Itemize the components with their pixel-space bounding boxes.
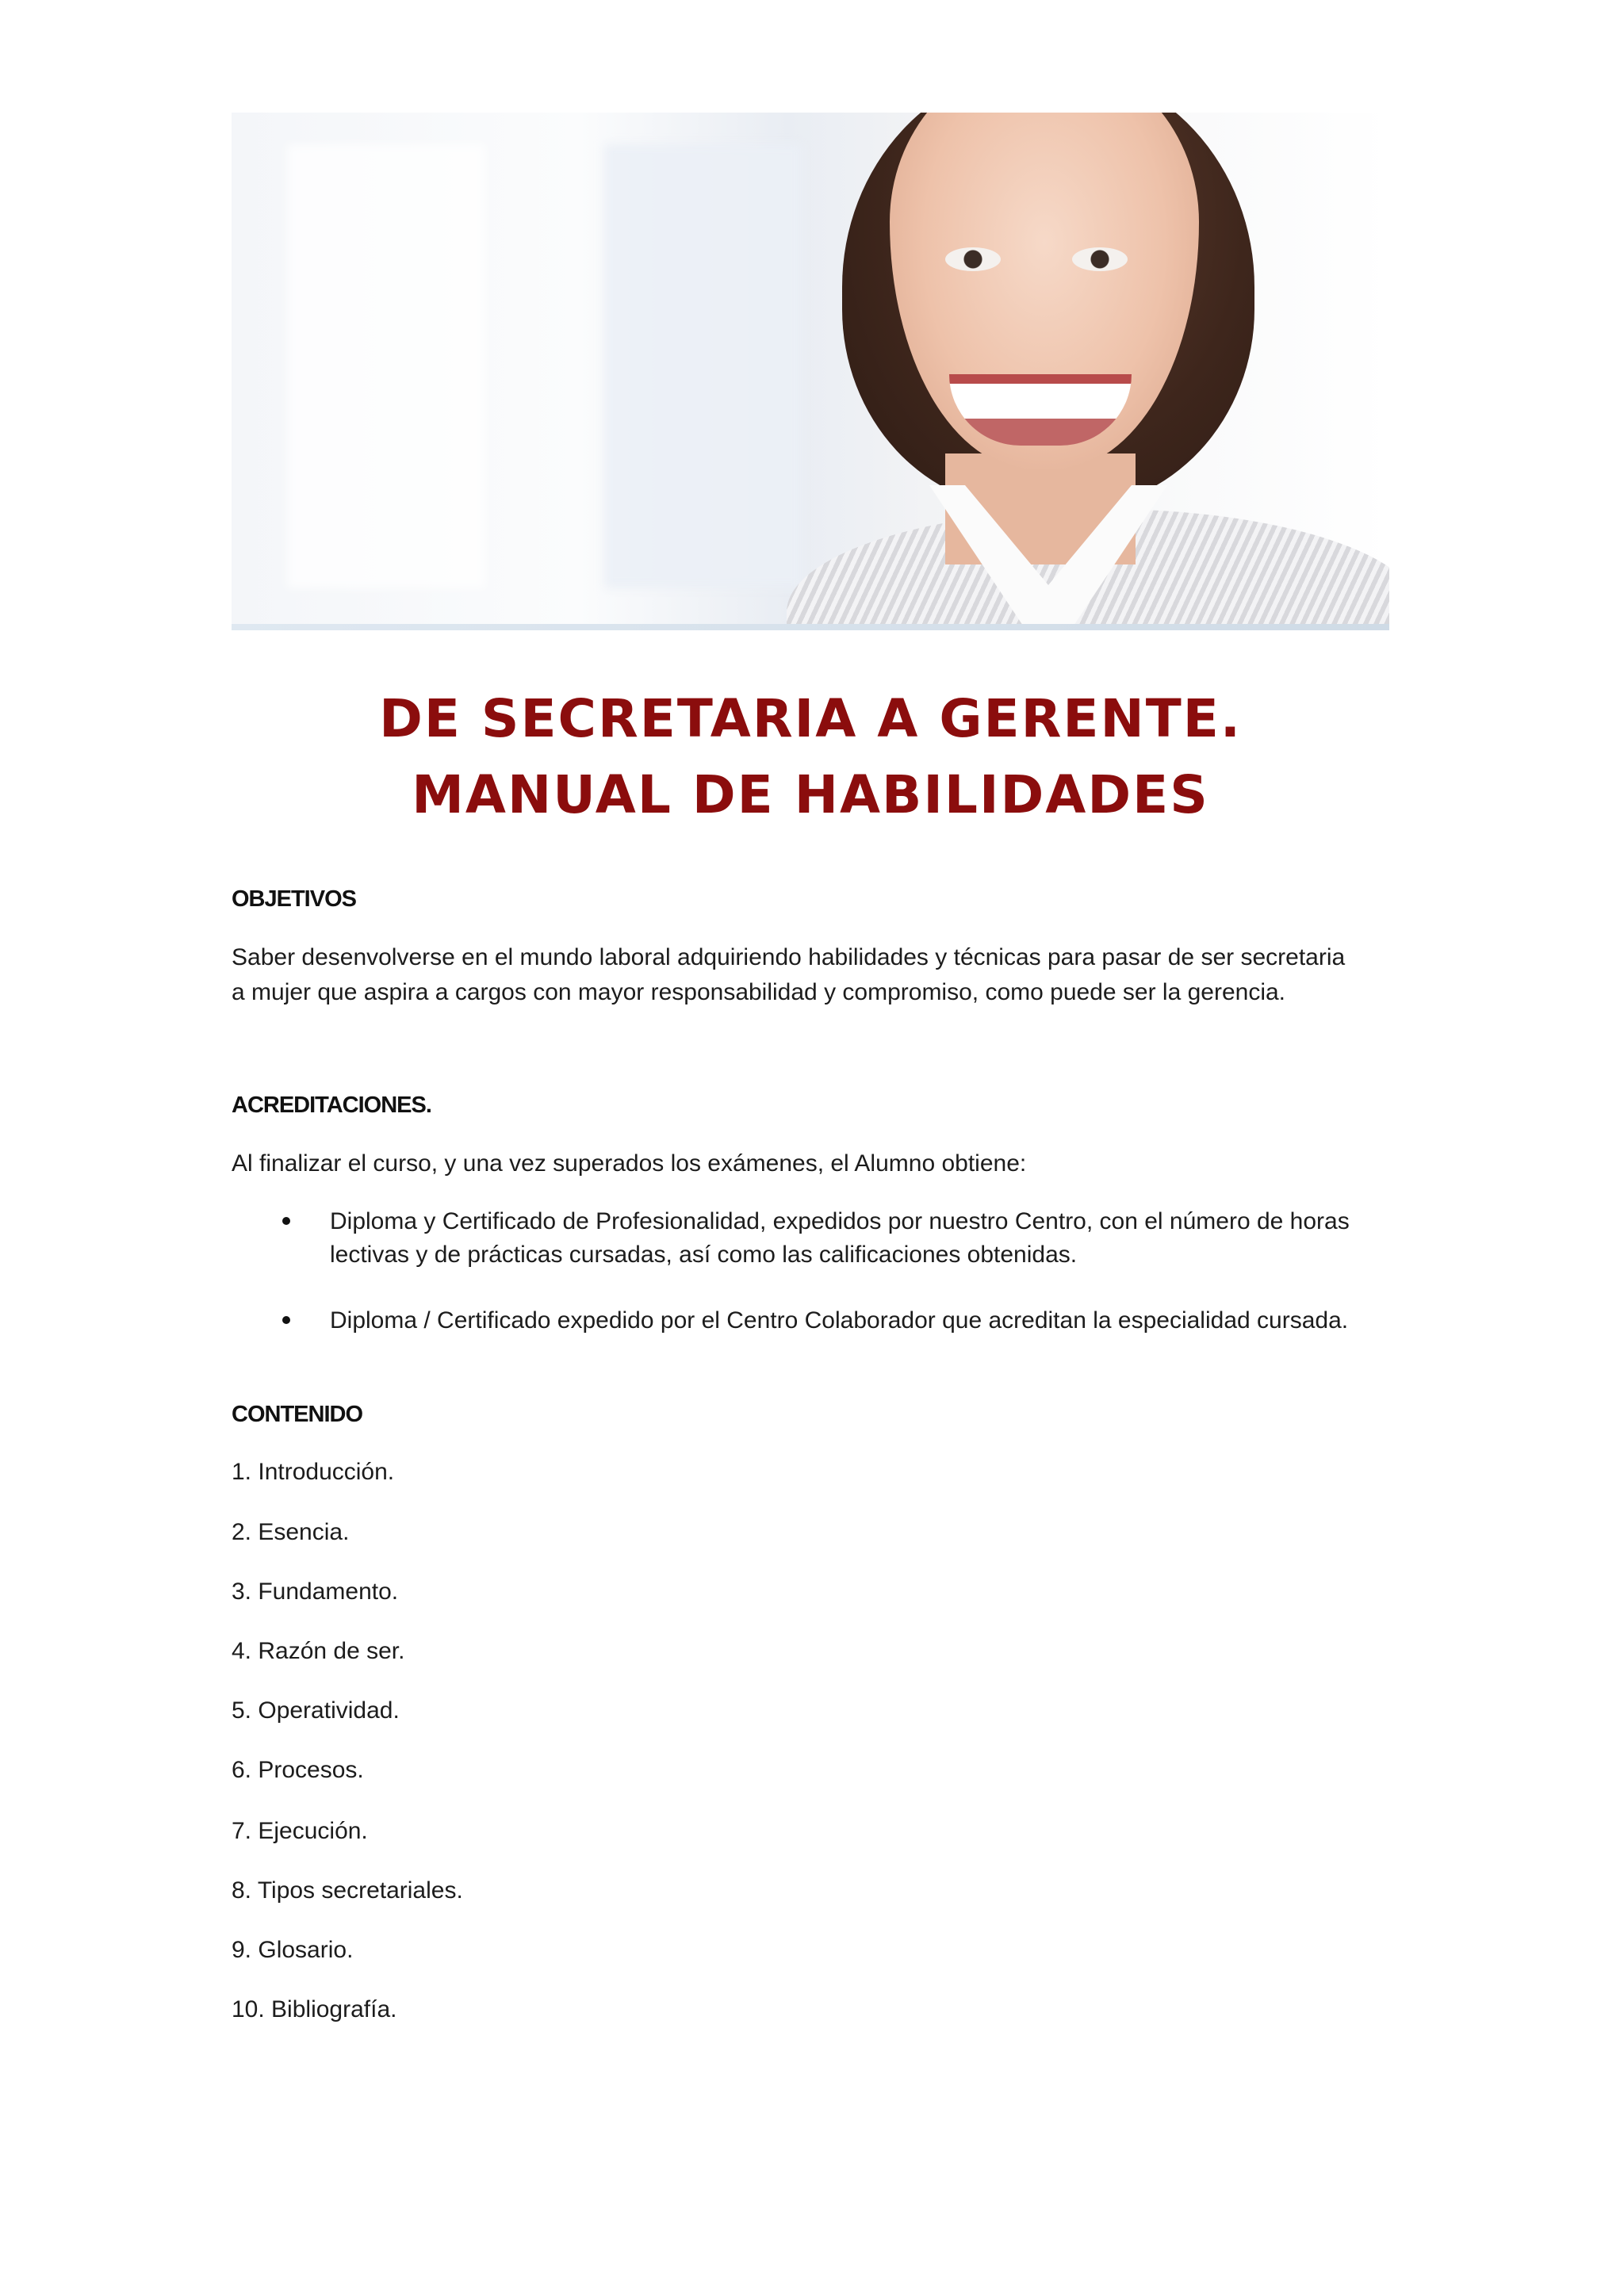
photo-bottom-edge bbox=[232, 624, 1389, 630]
document-title-line-1: DE SECRETARIA A GERENTE. bbox=[379, 688, 1242, 749]
acreditaciones-heading: ACREDITACIONES. bbox=[232, 1093, 431, 1118]
toc-item: 1. Introducción. bbox=[232, 1459, 395, 1485]
objetivos-heading: OBJETIVOS bbox=[232, 886, 356, 912]
bullet-2-line-1: Diploma / Certificado expedido por el Centro Colaborador que acreditan la especialidad cursada. bbox=[330, 1307, 1349, 1334]
toc-item: 2. Esencia. bbox=[232, 1519, 350, 1545]
toc-item: 9. Glosario. bbox=[232, 1937, 354, 1963]
document-title-line-2: MANUAL DE HABILIDADES bbox=[412, 764, 1209, 825]
bullet-1-line-2: lectivas y de prácticas cursadas, así como las calificaciones obtenidas. bbox=[330, 1242, 1078, 1268]
objetivos-text-line-1: Saber desenvolverse en el mundo laboral adquiriendo habilidades y técnicas para pasar de ser secretaria bbox=[232, 944, 1346, 970]
toc-item: 4. Razón de ser. bbox=[232, 1638, 405, 1664]
toc-item: 5. Operatividad. bbox=[232, 1697, 400, 1724]
toc-item: 10. Bibliografía. bbox=[232, 1996, 397, 2022]
toc-item: 6. Procesos. bbox=[232, 1757, 364, 1783]
hero-photo-smiling-woman bbox=[232, 113, 1389, 630]
toc-item: 8. Tipos secretariales. bbox=[232, 1877, 463, 1904]
contenido-heading: CONTENIDO bbox=[232, 1402, 362, 1427]
background-window bbox=[287, 144, 485, 588]
left-eye bbox=[945, 247, 1001, 271]
right-eye bbox=[1072, 247, 1128, 271]
acreditaciones-intro: Al finalizar el curso, y una vez superados los exámenes, el Alumno obtiene: bbox=[232, 1150, 1027, 1177]
bullet-dot bbox=[282, 1217, 290, 1225]
toc-item: 3. Fundamento. bbox=[232, 1578, 399, 1605]
background-window bbox=[604, 144, 802, 588]
objetivos-text-line-2: a mujer que aspira a cargos con mayor responsabilidad y compromiso, como puede ser la gerencia. bbox=[232, 979, 1286, 1005]
bullet-1-line-1: Diploma y Certificado de Profesionalidad, expedidos por nuestro Centro, con el número de horas bbox=[330, 1208, 1350, 1234]
bullet-dot bbox=[282, 1316, 290, 1324]
toc-item: 7. Ejecución. bbox=[232, 1818, 368, 1844]
